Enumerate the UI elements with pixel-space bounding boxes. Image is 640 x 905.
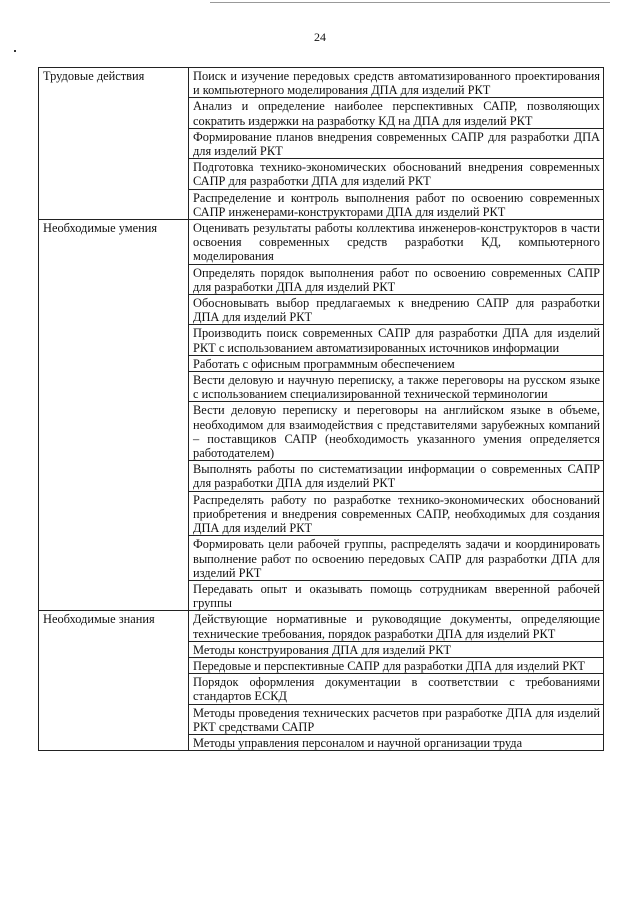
table-cell: Методы проведения технических расчетов при разработке ДПА для изделий РКТ средствами САПР (189, 704, 604, 734)
table-cell: Определять порядок выполнения работ по освоению современных САПР для разработки ДПА для изделий РКТ (189, 264, 604, 294)
table-cell: Методы конструирования ДПА для изделий РКТ (189, 641, 604, 657)
table-cell: Формировать цели рабочей группы, распределять задачи и координировать выполнение работ по освоению передовых САПР для разработки ДПА для изделий РКТ (189, 536, 604, 581)
table-cell: Обосновывать выбор предлагаемых к внедрению САПР для разработки ДПА для изделий РКТ (189, 295, 604, 325)
table-cell: Подготовка технико-экономических обоснований внедрения современных САПР для разработки ДПА для изделий РКТ (189, 159, 604, 189)
table-cell: Формирование планов внедрения современных САПР для разработки ДПА для изделий РКТ (189, 128, 604, 158)
table-cell: Распределять работу по разработке технико-экономических обоснований приобретения и внедрения современных САПР, необходимых для создания ДПА для изделий РКТ (189, 491, 604, 536)
table-cell: Выполнять работы по систематизации информации о современных САПР для разработки ДПА для изделий РКТ (189, 461, 604, 491)
page-number: 24 (314, 30, 326, 44)
table-row (39, 611, 604, 641)
table-cell: Производить поиск современных САПР для разработки ДПА для изделий РКТ с использованием автоматизированных источников информации (189, 325, 604, 355)
table-body (39, 68, 604, 751)
table-cell: Действующие нормативные и руководящие документы, определяющие технические требования, порядок разработки ДПА для изделий РКТ (189, 611, 604, 641)
table-row (39, 68, 604, 98)
table-cell: Методы управления персоналом и научной организации труда (189, 734, 604, 750)
scan-speck (14, 50, 16, 52)
table-cell: Распределение и контроль выполнения работ по освоению современных САПР инженерами-конструкторами ДПА для изделий РКТ (189, 189, 604, 219)
table-cell: Передавать опыт и оказывать помощь сотрудникам вверенной рабочей группы (189, 580, 604, 610)
table-cell: Оценивать результаты работы коллектива инженеров-конструкторов в части освоения современных средств разработки КД, компьютерного моделирования (189, 220, 604, 265)
section-label: Необходимые знания (39, 611, 189, 751)
section-label: Трудовые действия (39, 68, 189, 220)
table-row (39, 220, 604, 265)
table-cell: Вести деловую переписку и переговоры на английском языке в объеме, необходимом для взаимодействия с представителями зарубежных компаний – поставщиков САПР (необходимость указанного умения определяется работодателем) (189, 402, 604, 461)
table-cell: Вести деловую и научную переписку, а также переговоры на русском языке с использованием специализированной технической терминологии (189, 372, 604, 402)
top-rule (210, 2, 610, 3)
competency-table (38, 67, 604, 751)
table-cell: Поиск и изучение передовых средств автоматизированного проектирования и компьютерного моделирования ДПА для изделий РКТ (189, 68, 604, 98)
table-cell: Работать с офисным программным обеспечением (189, 355, 604, 371)
table-cell: Анализ и определение наиболее перспективных САПР, позволяющих сократить издержки на разработку КД на ДПА для изделий РКТ (189, 98, 604, 128)
table-cell: Передовые и перспективные САПР для разработки ДПА для изделий РКТ (189, 657, 604, 673)
section-label: Необходимые умения (39, 220, 189, 611)
table-cell: Порядок оформления документации в соответствии с требованиями стандартов ЕСКД (189, 674, 604, 704)
